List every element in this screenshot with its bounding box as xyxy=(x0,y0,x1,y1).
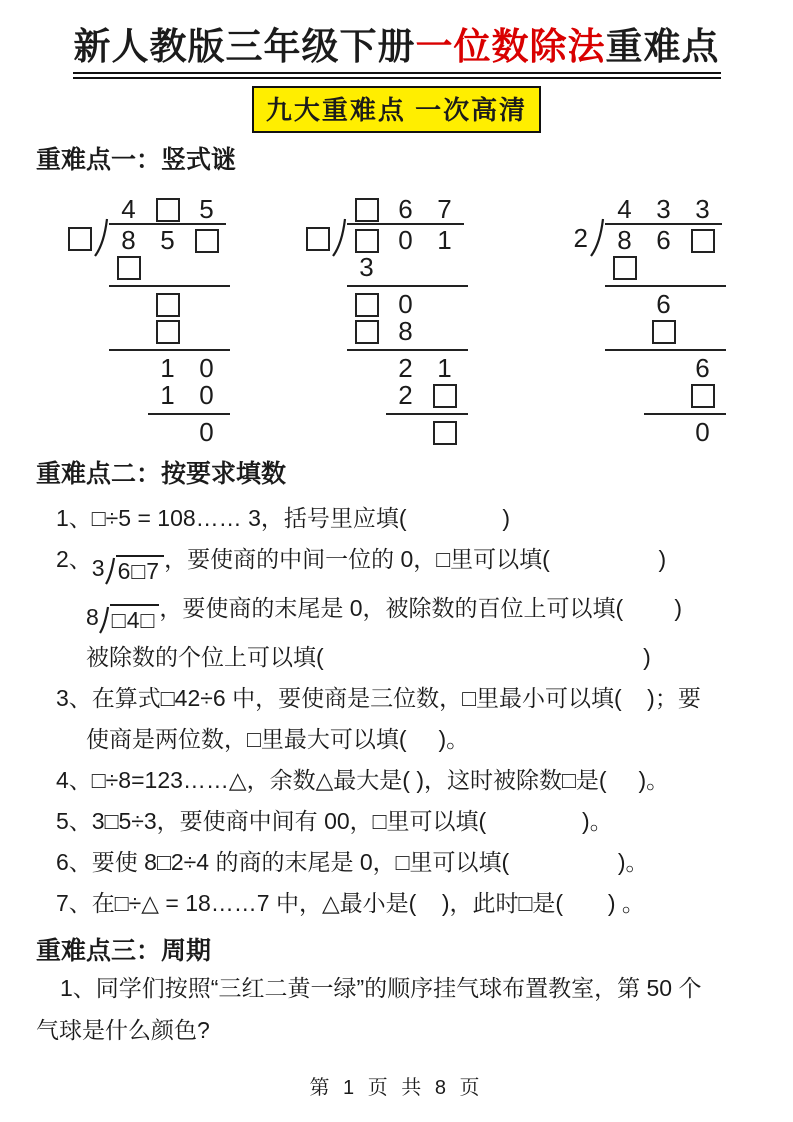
answer-box-cell xyxy=(148,318,187,345)
digit-cell: 1 xyxy=(160,380,175,411)
answer-box-cell xyxy=(347,318,386,345)
digit-cell xyxy=(605,382,644,409)
answer-box xyxy=(156,293,180,317)
digit-cell xyxy=(683,291,722,318)
answer-box xyxy=(68,227,92,251)
digit-cell: 6 xyxy=(695,353,710,384)
division-bracket-icon xyxy=(332,218,347,260)
digit-cell xyxy=(109,382,148,409)
paragraph-line: 气球是什么颜色? xyxy=(36,1017,210,1044)
puzzle-row xyxy=(302,196,468,223)
question-line xyxy=(36,801,757,842)
answer-box-cell xyxy=(109,254,148,281)
question-text: 3、在算式□42÷6 中，要使商是三位数，□里最小可以填( )；要 xyxy=(56,685,701,712)
answer-box xyxy=(117,256,141,280)
puzzle-row xyxy=(302,382,468,409)
question-line xyxy=(36,719,757,760)
question-line xyxy=(36,842,757,883)
puzzle-row xyxy=(64,318,230,345)
question-line xyxy=(36,760,757,801)
puzzle-row xyxy=(64,419,230,446)
digit-cell xyxy=(605,291,644,318)
answer-box-cell xyxy=(187,227,226,254)
question-line xyxy=(36,588,757,637)
digit-cell: 6 xyxy=(656,289,671,320)
digit-cell: 1 xyxy=(160,353,175,384)
subtraction-rule xyxy=(347,285,468,287)
question-text: 4、□÷8=123……△，余数△最大是( )，这时被除数□是( )。 xyxy=(56,767,670,794)
digit-cell: 2 xyxy=(398,380,413,411)
answer-box-cell xyxy=(148,291,187,318)
question-text: ，要使商的中间一位的 0，□里可以填( ) xyxy=(164,546,667,573)
answer-box xyxy=(355,198,379,222)
puzzle-row xyxy=(302,254,468,281)
question-line xyxy=(36,883,757,924)
answer-box-cell xyxy=(425,382,464,409)
title-accent: 一位数除法 xyxy=(415,26,606,67)
puzzle-row xyxy=(560,291,726,318)
digit-cell xyxy=(386,419,425,446)
inline-long-division xyxy=(92,555,164,588)
answer-box xyxy=(355,293,379,317)
period-question xyxy=(36,967,757,1051)
digit-cell xyxy=(425,291,464,318)
section-heading-3: 重难点三：周期 xyxy=(36,937,212,966)
answer-box xyxy=(306,227,330,251)
puzzle-row xyxy=(560,419,726,446)
question-text: ，要使商的末尾是 0，被除数的百位上可以填( ) xyxy=(159,595,682,622)
answer-box xyxy=(652,320,676,344)
puzzle-row xyxy=(302,291,468,318)
digit-cell xyxy=(386,254,425,281)
digit-cell xyxy=(109,355,148,382)
puzzle-row xyxy=(560,355,726,382)
digit-cell xyxy=(425,254,464,281)
subtraction-rule xyxy=(644,413,726,415)
puzzle-row xyxy=(560,196,726,223)
inline-divisor: 3 xyxy=(91,555,105,582)
digit-cell xyxy=(187,254,226,281)
puzzle-row xyxy=(560,318,726,345)
digit-cell: 8 xyxy=(121,225,136,256)
digit-cell xyxy=(644,355,683,382)
answer-box xyxy=(156,320,180,344)
digit-cell: 1 xyxy=(437,353,452,384)
long-division-puzzle xyxy=(560,194,726,448)
question-line xyxy=(36,637,757,678)
digit-cell xyxy=(425,318,464,345)
digit-cell xyxy=(148,254,187,281)
puzzle-row xyxy=(64,254,230,281)
answer-box-cell xyxy=(347,196,386,223)
inline-divisor: 8 xyxy=(86,604,99,631)
dividend-cells xyxy=(605,223,722,254)
badge: 九大重难点 一次高清 xyxy=(252,86,541,133)
puzzle-row xyxy=(64,355,230,382)
puzzle-row xyxy=(64,291,230,318)
divisor-cell: 2 xyxy=(573,223,588,254)
answer-box xyxy=(355,320,379,344)
long-division-puzzle xyxy=(302,196,468,442)
puzzle-row xyxy=(560,254,726,281)
digit-cell: 0 xyxy=(398,225,413,256)
subtraction-rule xyxy=(386,413,468,415)
long-division-puzzle xyxy=(64,194,230,448)
digit-cell: 8 xyxy=(398,316,413,347)
digit-cell xyxy=(347,419,386,446)
question-line xyxy=(36,498,757,539)
subtraction-rule xyxy=(148,413,230,415)
digit-cell: 8 xyxy=(617,225,632,256)
title-part-black-2: 重难点 xyxy=(605,26,720,67)
digit-cell: 0 xyxy=(199,353,214,384)
digit-cell xyxy=(605,355,644,382)
digit-cell xyxy=(683,254,722,281)
answer-box xyxy=(195,229,219,253)
title-part-black-1: 新人教版三年级下册 xyxy=(73,26,416,67)
dividend-row xyxy=(302,223,468,254)
answer-box-cell xyxy=(683,227,722,254)
digit-cell: 5 xyxy=(160,225,175,256)
digit-cell: 0 xyxy=(199,417,214,448)
digit-cell: 3 xyxy=(359,252,374,283)
page-number: 第 1 页 共 8 页 xyxy=(309,1077,484,1099)
answer-box-cell xyxy=(683,382,722,409)
digit-cell: 6 xyxy=(656,225,671,256)
dividend-cells xyxy=(347,223,464,254)
subtraction-rule xyxy=(605,349,726,351)
division-bracket-icon xyxy=(94,218,109,260)
digit-cell xyxy=(347,355,386,382)
subtraction-rule xyxy=(109,285,230,287)
digit-cell xyxy=(109,419,148,446)
digit-cell: 6 xyxy=(398,194,413,225)
answer-box xyxy=(613,256,637,280)
digit-cell xyxy=(605,318,644,345)
subtraction-rule xyxy=(347,349,468,351)
digit-cell xyxy=(109,291,148,318)
answer-box-cell xyxy=(347,291,386,318)
puzzle-row xyxy=(302,355,468,382)
digit-cell: 0 xyxy=(695,417,710,448)
division-bracket-icon xyxy=(105,557,116,588)
question-text: 使商是两位数，□里最大可以填( )。 xyxy=(86,726,470,753)
answer-box-cell xyxy=(347,227,386,254)
digit-cell: 4 xyxy=(121,194,136,225)
question-line xyxy=(36,539,757,588)
digit-cell: 2 xyxy=(398,353,413,384)
inline-long-division xyxy=(86,604,159,637)
answer-box xyxy=(433,421,457,445)
question-line xyxy=(36,678,757,719)
answer-box-cell xyxy=(425,419,464,446)
digit-cell xyxy=(683,318,722,345)
digit-cell xyxy=(605,419,644,446)
puzzle-row xyxy=(302,419,468,446)
division-bracket-icon xyxy=(590,218,605,260)
puzzle-row xyxy=(302,318,468,345)
long-division-puzzles xyxy=(36,194,757,448)
answer-box xyxy=(355,229,379,253)
dividend-row xyxy=(64,223,230,254)
puzzle-row xyxy=(560,382,726,409)
divisor-cell xyxy=(302,225,332,252)
digit-cell xyxy=(187,291,226,318)
question-text: 被除数的个位上可以填( ) xyxy=(86,644,651,671)
subtraction-rule xyxy=(109,349,230,351)
inline-dividend: □4□ xyxy=(110,604,160,634)
digit-cell xyxy=(644,419,683,446)
section-heading-2: 重难点二：按要求填数 xyxy=(36,460,287,489)
digit-cell xyxy=(644,382,683,409)
title-double-underline xyxy=(73,72,721,79)
puzzle-row xyxy=(64,382,230,409)
digit-cell xyxy=(148,419,187,446)
digit-cell xyxy=(644,254,683,281)
digit-cell xyxy=(109,318,148,345)
page-title xyxy=(36,24,757,70)
paragraph-line: 1、同学们按照“三红二黄一绿”的顺序挂气球布置教室，第 50 个 xyxy=(60,975,702,1002)
digit-cell: 5 xyxy=(199,194,214,225)
answer-box xyxy=(156,198,180,222)
puzzle-row xyxy=(64,196,230,223)
question-text: 7、在□÷△ = 18……7 中，△最小是( )，此时□是( ) 。 xyxy=(56,890,645,917)
badge-row xyxy=(36,86,757,133)
digit-cell: 7 xyxy=(437,194,452,225)
digit-cell: 0 xyxy=(199,380,214,411)
question-text: 6、要使 8□2÷4 的商的末尾是 0，□里可以填( )。 xyxy=(56,849,649,876)
digit-cell: 4 xyxy=(617,194,632,225)
divisor-cell xyxy=(64,225,94,252)
dividend-row xyxy=(560,223,726,254)
subtraction-rule xyxy=(605,285,726,287)
answer-box-cell xyxy=(605,254,644,281)
answer-box-cell xyxy=(644,318,683,345)
fill-in-questions xyxy=(36,498,757,924)
digit-cell: 0 xyxy=(398,289,413,320)
digit-cell xyxy=(187,318,226,345)
question-text: 2、 xyxy=(56,546,92,573)
digit-cell: 1 xyxy=(437,225,452,256)
answer-box-cell xyxy=(148,196,187,223)
question-text: 1、□÷5 = 108…… 3，括号里应填( ) xyxy=(56,505,511,532)
digit-cell: 3 xyxy=(656,194,671,225)
section-heading-1: 重难点一：竖式谜 xyxy=(36,146,237,175)
inline-dividend: 6□7 xyxy=(116,555,164,585)
dividend-cells xyxy=(109,223,226,254)
answer-box xyxy=(691,384,715,408)
answer-box xyxy=(433,384,457,408)
digit-cell: 3 xyxy=(695,194,710,225)
question-text: 5、3□5÷3，要使商中间有 00，□里可以填( )。 xyxy=(56,808,613,835)
digit-cell xyxy=(347,382,386,409)
division-bracket-icon xyxy=(99,606,110,637)
answer-box xyxy=(691,229,715,253)
